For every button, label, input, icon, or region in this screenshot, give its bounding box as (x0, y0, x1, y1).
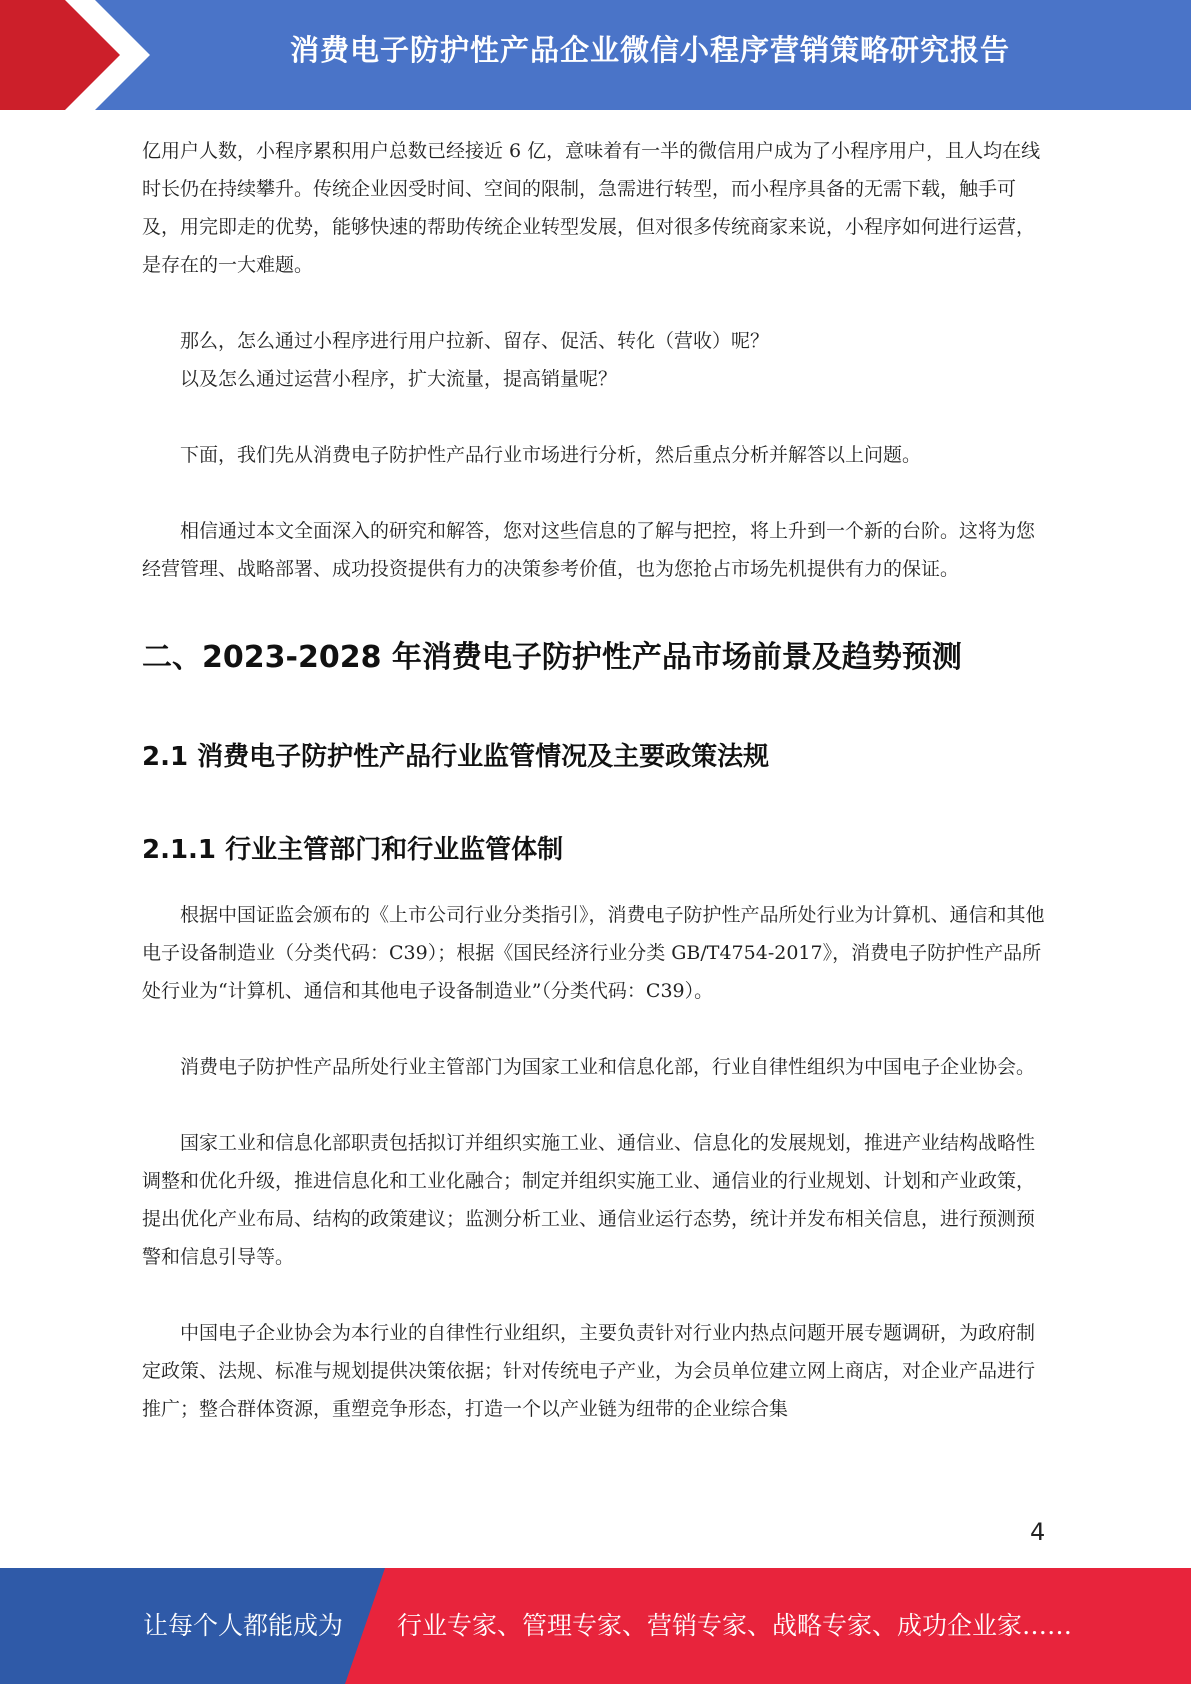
paragraph-association: 中国电子企业协会为本行业的自律性行业组织，主要负责针对行业内热点问题开展专题调研，为政府制定政策、法规、标准与规划提供决策依据；针对传统电子产业，为会员单位建立网上商店，对企业产品进行推广；整合群体资源，重塑竞争形态，打造一个以产业链为纽带的企业综合集 (142, 1322, 1036, 1420)
question-1: 那么，怎么通过小程序进行用户拉新、留存、促活、转化（营收）呢？ (180, 330, 770, 352)
subsubsection-heading: 2.1.1 行业主管部门和行业监管体制 (142, 835, 564, 865)
header-title: 消费电子防护性产品企业微信小程序营销策略研究报告 (289, 33, 1010, 67)
footer-slogan-right: 行业专家、管理专家、营销专家、战略专家、成功企业家…… (397, 1611, 1073, 1640)
paragraph-ministry-duties: 国家工业和信息化部职责包括拟订并组织实施工业、通信业、信息化的发展规划，推进产业结构战略性调整和优化升级，推进信息化和工业化融合；制定并组织实施工业、通信业的行业规划、计划和产业政策，提出优化产业布局、结构的政策建议；监测分析工业、通信业运行态势，统计并发布相关信息，进行预测预警和信息引导等。 (142, 1132, 1036, 1268)
paragraph-intro: 亿用户人数，小程序累积用户总数已经接近 6 亿，意味着有一半的微信用户成为了小程序用户，且人均在线时长仍在持续攀升。传统企业因受时间、空间的限制，急需进行转型，而小程序具备的无需下载，触手可及，用完即走的优势，能够快速的帮助传统企业转型发展，但对很多传统商家来说，小程序如何进行运营，是存在的一大难题。 (142, 140, 1041, 276)
paragraph-conclusion: 相信通过本文全面深入的研究和解答，您对这些信息的了解与把控，将上升到一个新的台阶。这将为您经营管理、战略部署、成功投资提供有力的决策参考价值，也为您抢占市场先机提供有力的保证。 (142, 520, 1036, 580)
subsection-heading: 2.1 消费电子防护性产品行业监管情况及主要政策法规 (142, 742, 770, 772)
section-heading: 二、2023-2028 年消费电子防护性产品市场前景及趋势预测 (142, 640, 962, 675)
paragraph-classification: 根据中国证监会颁布的《上市公司行业分类指引》，消费电子防护性产品所处行业为计算机、通信和其他电子设备制造业（分类代码：C39）；根据《国民经济行业分类 GB/T4754-2017》，消费电子防护性产品所处行业为“计算机、通信和其他电子设备制造业”（分类代码：C39）。 (142, 904, 1045, 1002)
paragraph-analysis: 下面，我们先从消费电子防护性产品行业市场进行分析，然后重点分析并解答以上问题。 (180, 444, 922, 466)
page-header (0, 0, 1191, 110)
page-number: 4 (1030, 1518, 1046, 1546)
document-body (142, 132, 1047, 1428)
paragraph-authority: 消费电子防护性产品所处行业主管部门为国家工业和信息化部，行业自律性组织为中国电子企业协会。 (180, 1056, 1036, 1078)
page-footer (0, 1568, 1191, 1684)
question-2: 以及怎么通过运营小程序，扩大流量，提高销量呢？ (180, 368, 618, 390)
footer-slogan-left: 让每个人都能成为 (143, 1611, 344, 1640)
